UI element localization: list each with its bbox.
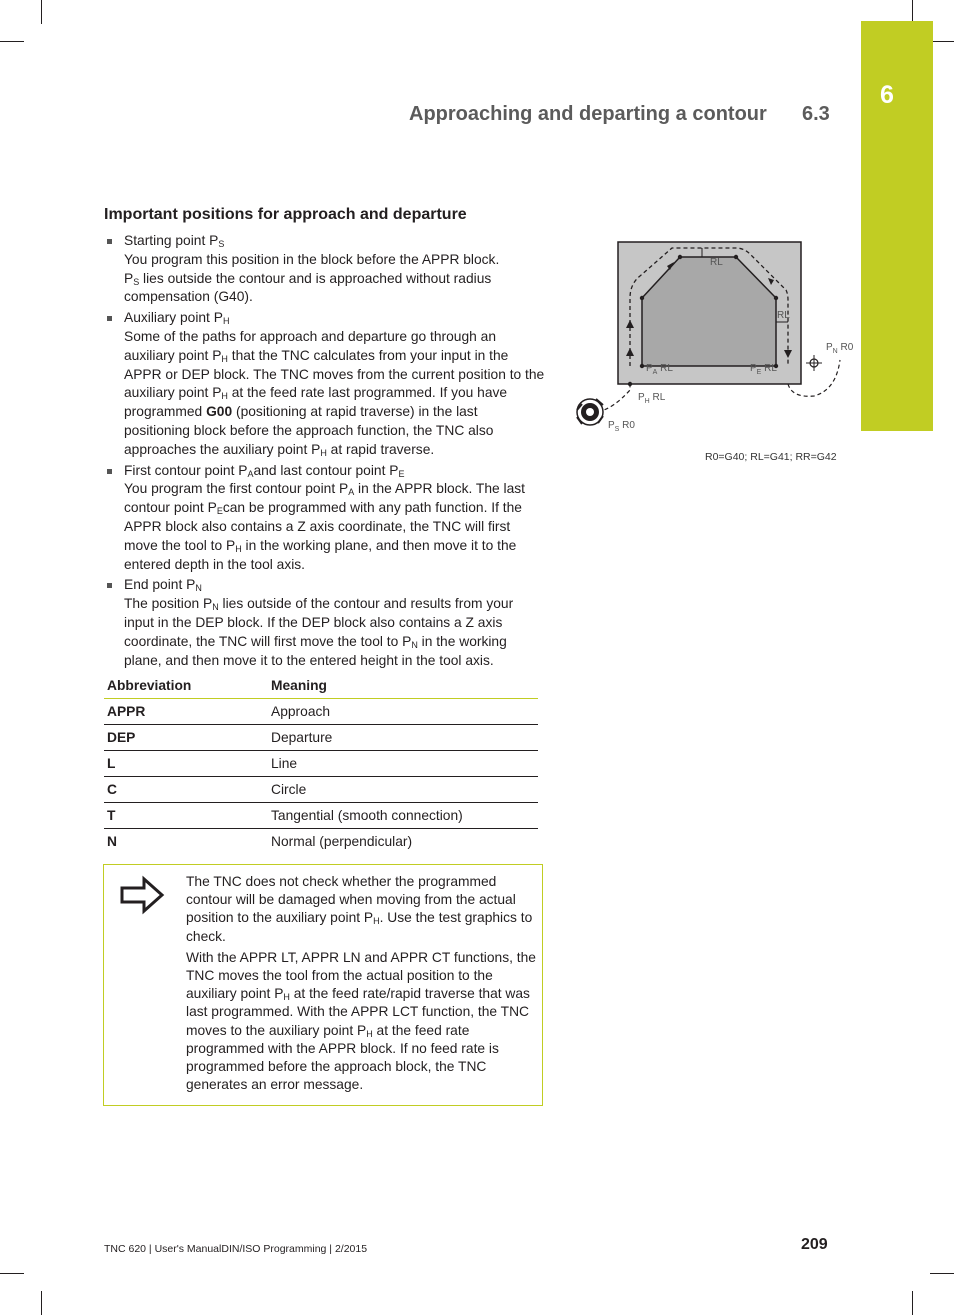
section-heading: Important positions for approach and departure <box>104 206 467 223</box>
table-cell: Departure <box>268 725 538 751</box>
chapter-tab <box>861 21 933 431</box>
crop-mark <box>41 1291 42 1315</box>
arrow-right-icon <box>118 875 166 915</box>
table-row <box>104 803 538 829</box>
contour-point <box>628 382 632 386</box>
column-header: Meaning <box>268 674 538 699</box>
label-ph: $P_H$ RL <box>638 392 666 405</box>
chapter-number: 6 <box>880 81 894 109</box>
bullet-head: Starting point $P_S$ <box>124 233 225 249</box>
contour-point <box>640 364 644 368</box>
header-section: 6.3 <box>802 103 830 125</box>
table-cell: Normal (perpendicular) <box>271 834 413 849</box>
label-pn: $P_N$ R0 <box>826 342 854 355</box>
table-header-row <box>104 674 538 699</box>
page-number: 209 <box>801 1236 828 1253</box>
note-paragraph: With the APPR LT, APPR LN and APPR CT functions, the TNC moves the tool from the actual position to the auxiliary point $P_H$ at the feed rate/rapid traverse that was last programmed. With the APPR LCT function, the TNC moves to the auxiliary point $P_H$ at the feed rate programmed with the APPR block. If no feed rate is programmed before the approach block, the TNC generates an error message. <box>186 949 536 1093</box>
bullet-head: End point $P_N$ <box>124 577 202 594</box>
bullet-auxiliary-point <box>106 309 546 459</box>
label-rl-right: RL <box>777 310 790 321</box>
table-cell: Approach <box>268 699 538 725</box>
running-header <box>409 103 830 126</box>
bullet-list <box>106 232 546 672</box>
bullet-body: You program this position in the block before the APPR block. $P_S$ lies outside the contour and is approached without radius compensation (G40). <box>124 251 500 305</box>
bullet-body: You program the first contour point $P_A$ in the APPR block. The last contour point $P_Ecan$ be programmed with any path function. If the APPR block also contains a Z axis coordinate, the TNC will first move the tool to $P_H$ in the working plane, and then move it to the entered depth in the tool axis. <box>124 481 525 572</box>
table-cell: Tangential (smooth connection) <box>268 803 538 829</box>
table-cell: DEP <box>104 725 268 751</box>
header-title: Approaching and departing a contour <box>409 103 767 125</box>
label-rl-top: RL <box>710 257 723 268</box>
bullet-body: The position $P_N$ lies outside of the contour and results from your input in the DEP block. If the DEP block also contains a Z axis coordinate, the TNC will first move the tool to $P_N$ in the working plane, and then move it to the entered height in the tool axis. <box>124 596 514 668</box>
contour-point <box>774 296 778 300</box>
milling-tool-icon <box>577 399 603 425</box>
table-cell: Circle <box>268 777 538 803</box>
crop-mark <box>912 1291 913 1315</box>
label-ps: $P_S$ R0 <box>608 420 635 433</box>
bullet-marker <box>107 316 112 321</box>
contour-point <box>734 255 738 259</box>
contour-point <box>678 255 682 259</box>
crop-mark <box>930 41 954 42</box>
table-cell: APPR <box>104 699 268 725</box>
note-box <box>103 864 543 1106</box>
bullet-starting-point <box>106 232 546 307</box>
bullet-body: Some of the paths for approach and departure go through an auxiliary point $P_H$ that the TNC calculates from your input in the APPR or DEP block. The TNC moves from the current position to the auxiliary point $P_H$ at the feed rate last programmed. If you have programmed G00 (positioning at rapid traverse) in the last positioning block before the approach function, the TNC also approaches the auxiliary point $P_H$ at rapid traverse. <box>124 328 545 458</box>
bullet-marker <box>107 239 112 244</box>
figure-caption: R0=G40; RL=G41; RR=G42 <box>705 451 837 463</box>
table-row <box>104 699 538 725</box>
contour-point <box>640 296 644 300</box>
abbreviation-table <box>104 674 538 854</box>
table-cell: N <box>107 834 117 849</box>
bullet-head: Auxiliary point $P_H$ <box>124 310 230 327</box>
crop-mark <box>0 41 24 42</box>
crop-mark <box>41 0 42 24</box>
approach-diagram <box>574 240 864 440</box>
bullet-contour-points <box>106 462 546 575</box>
table-row <box>104 751 538 777</box>
bullet-marker <box>107 583 112 588</box>
table-row <box>104 777 538 803</box>
table-cell: Line <box>268 751 538 777</box>
label-pa: $P_A$ RL <box>646 363 673 376</box>
bullet-marker <box>107 469 112 474</box>
bullet-end-point <box>106 576 546 670</box>
table-row <box>104 829 538 855</box>
crop-mark <box>0 1273 24 1274</box>
crosshair-icon <box>806 355 822 371</box>
table-cell: C <box>104 777 268 803</box>
note-text <box>186 873 536 1097</box>
bullet-head: First contour point $P_Aand$ last contour point $P_E$ <box>124 462 405 479</box>
footer-text: TNC 620 | User's ManualDIN/ISO Programming | 2/2015 <box>104 1243 368 1255</box>
table-cell: L <box>104 751 268 777</box>
note-paragraph: The TNC does not check whether the programmed contour will be damaged when moving from the actual position to the auxiliary point $P_H$. Use the test graphics to check. <box>186 874 533 944</box>
table-cell: T <box>104 803 268 829</box>
label-pe: $P_E$ RL <box>750 363 777 376</box>
column-header: Abbreviation <box>104 674 268 699</box>
crop-mark <box>930 1273 954 1274</box>
table-row <box>104 725 538 751</box>
